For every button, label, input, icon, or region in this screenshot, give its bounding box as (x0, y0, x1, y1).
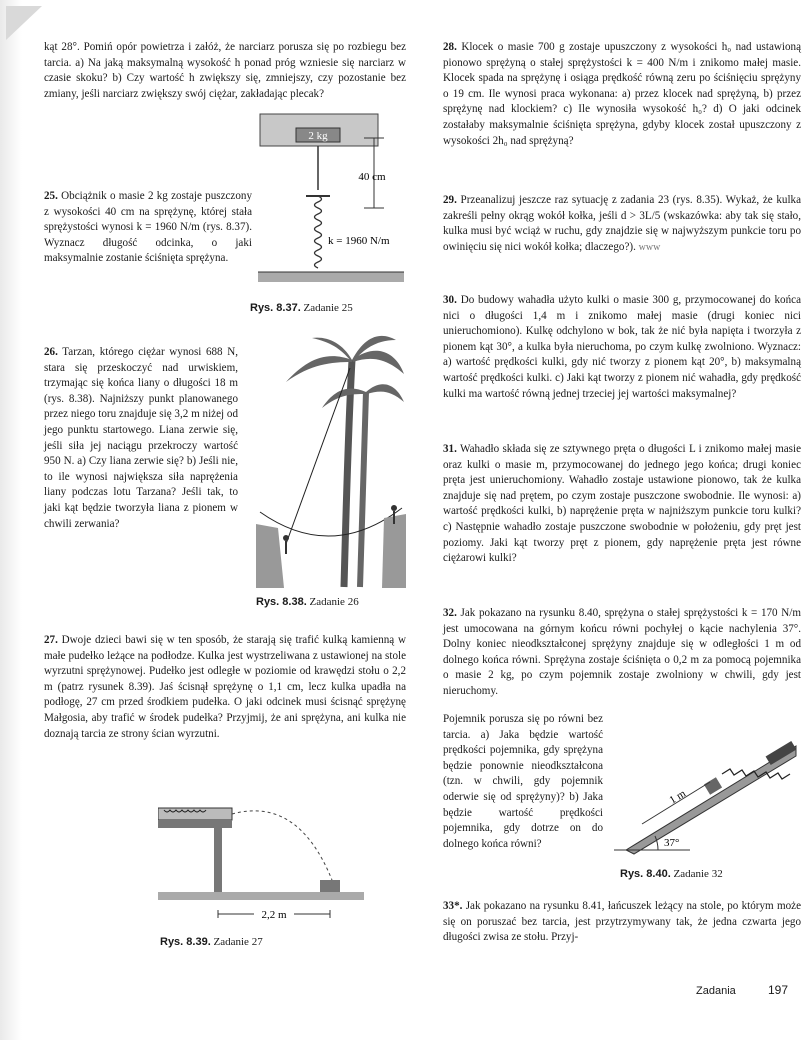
problem-27-text: Dwoje dzieci bawi się w ten sposób, że starają się trafić kulką kamienną w małe pudełko leżące na podłodze. Kulka jest wystrzeliwana z ustawionej na stole wyrzutni sprężynowej. Pudełko jest odległe w poziomie od krawędzi stołu o 2,2 m (patrz rysunek 8.39). Jaś ścisnął sprężynę o 1,1 cm, lecz kulka upadła na podłogę, 27 cm przed środkiem pudełka. O jaki odcinek musi ścisnąć sprężynę Małgosia, aby trafić w środek pudełka? Przyjmij, że ani sprężyna, ani kulka nie doznają tarcia ze strony ścian wyrzutni. (44, 634, 406, 740)
fig839-distance-label: 2,2 m (261, 909, 287, 921)
figure-8-37 (256, 112, 408, 294)
figure-8-39 (158, 806, 364, 926)
problem-32 (443, 606, 801, 700)
problem-30-number: 30. (443, 294, 457, 306)
problem-26-number: 26. (44, 346, 58, 358)
problem-33-text: Jak pokazano na rysunku 8.41, łańcuszek leżący na stole, po którym może się on poruszać bez tarcia, jest przytrzymywany tak, że jedna czwarta jego długości zwisa ze stołu. Przyj- (443, 900, 801, 944)
page-corner-fold (6, 6, 42, 40)
problem-31-text: Wahadło składa się ze sztywnego pręta o długości L i znikomo małej masie oraz kulki o masie m, przymocowanej do jednego jego końca; drugi koniec pręta jest unieruchomiony. Wahadło zostaje ustawione pionowo, tak że kulka znajduje się nad prętem, po czym zostaje puszczone swobodnie. Ile wynosi: a) wartość prędkości kulki, b) naprężenie pręta w najniższym punkcie toru kulki? c) Następnie wahadło zostaje puszczone swobodnie w położeniu, gdy pręt jest poziomy. Jaki kąt tworzy pręt z pionem, gdy naprężenie pręta jest równe ciężarowi kulki? (443, 443, 801, 565)
problem-25-text: Obciążnik o masie 2 kg zostaje puszczony z wysokości 40 cm na sprężynę, której stała sprężystości wynosi k = 1960 N/m (rys. 8.37). Wyznacz długość odcinka, o jaki maksymalnie zostanie ściśnięta sprężyna. (44, 190, 252, 265)
problem-31 (443, 442, 801, 567)
fig840-angle-label: 37° (664, 837, 680, 849)
problem-33 (443, 899, 801, 946)
problem-24-continued: kąt 28°. Pomiń opór powietrza i załóż, że narciarz porusza się po rozbiegu bez tarcia. a) Na jaką maksymalną wysokość h ponad próg wzniesie się narciarz w czasie skoku? b) Czy wartość h zwiększy się, zmniejszy, czy pozostanie bez zmiany, jeśli narciarz zwiększy swój ciężar, zakładając plecak? (44, 41, 406, 100)
fig840-distance-label: 1 m (667, 787, 688, 807)
fig837-spring-label: k = 1960 N/m (328, 235, 390, 247)
problem-28-number: 28. (443, 41, 457, 53)
problem-32-text: Jak pokazano na rysunku 8.40, sprężyna o stałej sprężystości k = 170 N/m jest umocowana na górnym końcu równi pochyłej o kącie nachylenia 37°. Dolny koniec nieodkształconej sprężyny znajduje się w odległości 1 m od dolnego końca równi. Sprężyna zostaje ściśnięta o 0,2 m za pomocą pojemnika o masie 2 kg, po czym pojemnik zostaje zwolniony w chwili, gdy jest nieruchomy. (443, 607, 801, 697)
problem-32-continued: Pojemnik porusza się po równi bez tarcia. a) Jaka będzie wartość prędkości pojemnika, gdy sprężyna będzie ponownie nieodkształcona (tzn. w chwili, gdy pojemnik oderwie się od sprężyny)? b) Jaka będzie wartość prędkości pojemnika, gdy dotrze on do dolnego końca równi? (443, 713, 603, 850)
problem-25 (44, 189, 252, 267)
problem-26-text: Tarzan, którego ciężar wynosi 688 N, stara się przeskoczyć nad urwiskiem, trzymając się końca liany o długości 18 m (rys. 8.38). Najniższy punkt planowanego przez niego toru znajduje się 3,2 m niżej od jego punktu startowego. Liana zerwie się, jeśli siła jej naciągu przekroczy wartość 950 N. a) Czy liana zerwie się? b) Jeśli nie, to ile wynosi największa siła naprężenia liany podczas lotu Tarzana? Jeśli tak, to jaki kąt będzie tworzyła liana z pionem w chwili zerwania? (44, 346, 238, 530)
problem-30 (443, 293, 801, 402)
page-number: 197 (768, 983, 789, 997)
problem-32-number: 32. (443, 607, 457, 619)
figure-8-38 (256, 332, 406, 588)
problem-31-number: 31. (443, 443, 457, 455)
fig837-height-label: 40 cm (358, 171, 386, 183)
fig837-mass-label: 2 kg (308, 130, 328, 142)
problem-27 (44, 633, 406, 742)
figure-8-39-caption: Rys. 8.39. Zadanie 27 (160, 936, 263, 948)
problem-29 (443, 193, 801, 255)
problem-28 (443, 40, 801, 149)
figure-8-38-caption: Rys. 8.38. Zadanie 26 (256, 596, 359, 608)
figure-8-40 (606, 740, 802, 870)
figure-8-37-caption: Rys. 8.37. Zadanie 25 (250, 302, 353, 314)
www-tag: www (638, 241, 661, 253)
problem-33-number: 33*. (443, 900, 463, 912)
problem-27-number: 27. (44, 634, 58, 646)
page-footer-section: Zadania (696, 985, 736, 997)
problem-26 (44, 345, 238, 532)
problem-29-text: Przeanalizuj jeszcze raz sytuację z zadania 23 (rys. 8.35). Wykaż, że kulka zakreśli pełny okrąg wokół kołka, jeśli d > 3L/5 (wskazówka: aby tak się stało, kulka musi być wciąż w ruchu, gdy znajdzie się w najwyższym punkcie toru po owinięciu się nici wokół kołka; dlaczego?). (443, 194, 801, 253)
problem-30-text: Do budowy wahadła użyto kulki o masie 300 g, przymocowanej do końca nici o długości 1,4 m i znikomo małej masie (drugi koniec nici unieruchomiono). Kulkę odchylono w bok, tak że nić była napięta i tworzyła z pionem kąt 30°, a kulka była nieruchoma, po czym kulkę zwolniono. Wyznacz: a) wartość prędkości kulki, gdy nić tworzy z pionem kąt 20°, b) maksymalną wartość prędkości kulki. c) Jaki kąt tworzy z pionem nić wahadła, gdy prędkość kulki ma wartość równą jednej trzeciej jej wartości maksymalnej? (443, 294, 801, 400)
figure-8-40-caption: Rys. 8.40. Zadanie 32 (620, 868, 723, 880)
problem-29-number: 29. (443, 194, 457, 206)
problem-25-number: 25. (44, 190, 58, 202)
problem-28-text: Klocek o masie 700 g zostaje upuszczony z wysokości h₀ nad ustawioną pionowo sprężyną o stałej sprężystości k = 400 N/m i znikomo małej masie. Klocek spada na sprężynę i osiąga prędkość równą zeru po ściśnięciu sprężyny o 19 cm. Ile wynosi praca wykonana: a) przez klocek nad sprężyną, b) przez sprężynę nad klockiem? c) Ile wynosiła wysokość h₀? d) O jaki odcinek zostałaby maksymalnie ściśnięta sprężyna, gdyby klocek został upuszczony z wysokości 2h₀ nad sprężyną? (443, 41, 801, 147)
scan-edge (0, 0, 22, 1040)
